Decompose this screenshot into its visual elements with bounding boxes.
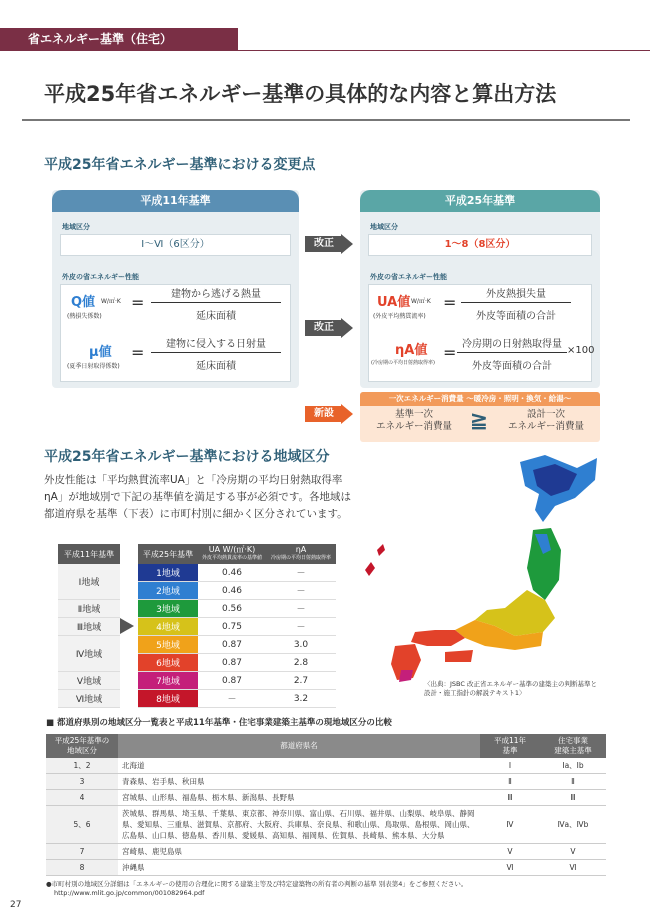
na-cell: 3.0 [266, 636, 336, 654]
old-standard-head: 平成11年基準 [52, 190, 299, 212]
zone-cell: 5地域 [138, 636, 198, 654]
pref-biz-cell: Ⅵ [540, 860, 606, 876]
pref-old-cell: Ⅰ [480, 758, 540, 774]
q-denominator: 延床面積 [196, 311, 236, 322]
prefecture-heading: ■ 都道府県別の地域区分一覧表と平成11年基準・住宅事業建築主基準の現地域区分の比較 [46, 718, 392, 728]
pref-th-zone: 平成25年基準の 地域区分 [46, 734, 118, 758]
old-standard-panel [52, 190, 299, 388]
table-row [58, 636, 336, 654]
zone-table [58, 544, 336, 708]
pref-old-cell: Ⅴ [480, 844, 540, 860]
ua-fraction-line [461, 302, 571, 303]
ua-cell: 0.87 [198, 636, 266, 654]
table-row [46, 806, 606, 844]
na-denominator: 外皮等面積の合計 [472, 361, 552, 372]
old-zone-cell: Ⅰ地域 [58, 564, 120, 600]
mu-denominator: 延床面積 [196, 361, 236, 372]
pref-biz-cell: Ⅳa、Ⅳb [540, 806, 606, 844]
old-zone-cell: Ⅵ地域 [58, 690, 120, 708]
zone-cell: 3地域 [138, 600, 198, 618]
zone-cell: 6地域 [138, 654, 198, 672]
pref-biz-cell: Ⅰa、Ⅰb [540, 758, 606, 774]
pref-biz-cell: Ⅱ [540, 774, 606, 790]
table-row [58, 564, 336, 582]
ua-sub: (外皮平均熱貫流率) [373, 313, 426, 320]
pref-old-cell: Ⅳ [480, 806, 540, 844]
ua-cell: 0.87 [198, 654, 266, 672]
mu-fraction-line [151, 352, 281, 353]
zone-th-na: ηA 冷房期の平均日射熱取得率 [266, 544, 336, 564]
zone-th-ua: UA W/(㎡·K) 外皮平均熱貫流率の基準値 [198, 544, 266, 564]
arrow-revision-1 [305, 234, 353, 254]
old-region-label: 地域区分 [62, 223, 90, 231]
q-fraction-line [151, 302, 281, 303]
mu-equals: = [131, 343, 145, 362]
pref-old-cell: Ⅲ [480, 790, 540, 806]
energy-box [360, 392, 600, 442]
ua-cell: 0.56 [198, 600, 266, 618]
table-row [58, 690, 336, 708]
na-cell: － [266, 600, 336, 618]
table-row [46, 758, 606, 774]
title-rule [22, 119, 630, 121]
zone-cell: 1地域 [138, 564, 198, 582]
q-symbol: Q値 [71, 295, 96, 310]
zone-description: 外皮性能は「平均熱貫流率UA」と「冷房期の平均日射熱取得率ηA」が地域別で下記の基準値を満足する事が必須です。各地域は都道府県を基準（下表）に市町村別に細かく区分されています。 [44, 474, 351, 520]
zone-th-new: 平成25年基準 [138, 544, 198, 564]
old-zone-cell: Ⅴ地域 [58, 672, 120, 690]
na-cell: － [266, 564, 336, 582]
ua-denominator: 外皮等面積の合計 [476, 311, 556, 322]
japan-zone-map [355, 450, 630, 685]
arrow-new [305, 404, 353, 424]
old-region-value: Ⅰ～Ⅵ（6区分） [60, 234, 291, 256]
pref-zone-cell: 1、2 [46, 758, 118, 774]
zone-table-grid [58, 544, 336, 708]
zone-cell: 7地域 [138, 672, 198, 690]
table-row [58, 672, 336, 690]
prefecture-table [46, 734, 606, 876]
footnote-url[interactable]: http://www.mlit.go.jp/common/001082964.pdf [54, 889, 205, 897]
old-zone-cell: Ⅳ地域 [58, 636, 120, 672]
arrow-revision-2-label: 改正 [314, 322, 334, 333]
na-cell: 3.2 [266, 690, 336, 708]
section-tab: 省エネルギー基準（住宅） [0, 28, 238, 50]
ua-numerator: 外皮熱損失量 [486, 289, 546, 300]
pref-zone-cell: 3 [46, 774, 118, 790]
mu-numerator: 建物に侵入する日射量 [166, 339, 266, 350]
changes-heading: 平成25年省エネルギー基準における変更点 [44, 157, 316, 173]
ua-cell: 0.46 [198, 582, 266, 600]
pref-zone-cell: 8 [46, 860, 118, 876]
map-source: 〈出典：JSBC 改正省エネルギー基準の建築主の判断基準と 設計・施工指針の解説テキスト1〉 [424, 680, 597, 697]
q-numerator: 建物から逃げる熱量 [171, 289, 261, 300]
energy-sign: ≧ [469, 408, 489, 433]
q-unit: W/㎡·K [101, 298, 121, 305]
mu-symbol: μ値 [89, 345, 112, 360]
zone-th-old: 平成11年基準 [58, 544, 120, 564]
na-fraction-line [457, 352, 567, 353]
old-perf-box [60, 284, 291, 382]
pref-name-cell: 宮崎県、鹿児島県 [118, 844, 480, 860]
zone-cell: 8地域 [138, 690, 198, 708]
na-cell: 2.7 [266, 672, 336, 690]
new-perf-box [368, 284, 595, 382]
zone-cell: 4地域 [138, 618, 198, 636]
page-title: 平成25年省エネルギー基準の具体的な内容と算出方法 [44, 82, 557, 106]
na-cell: 2.8 [266, 654, 336, 672]
arrow-right-icon [120, 618, 134, 634]
pref-th-name: 都道府県名 [118, 734, 480, 758]
zone-cell: 2地域 [138, 582, 198, 600]
page-number: 27 [10, 900, 22, 910]
energy-head: 一次エネルギー消費量 ～暖冷房・照明・換気・給湯～ [360, 392, 600, 406]
ua-symbol: UA値 [377, 295, 411, 310]
new-standard-panel [360, 190, 600, 388]
arrow-revision-2 [305, 318, 353, 338]
new-standard-head: 平成25年基準 [360, 190, 600, 212]
header-rule [0, 50, 650, 51]
new-region-label: 地域区分 [370, 223, 398, 231]
table-row [58, 618, 336, 636]
pref-biz-cell: Ⅲ [540, 790, 606, 806]
arrow-revision-1-label: 改正 [314, 238, 334, 249]
na-sub: (冷房期の平均日射熱取得率) [371, 360, 435, 366]
pref-old-cell: Ⅱ [480, 774, 540, 790]
pref-th-biz: 住宅事業 建築主基準 [540, 734, 606, 758]
na-equals: = [443, 343, 457, 362]
na-multiplier: ×100 [567, 345, 595, 356]
table-row [58, 600, 336, 618]
pref-name-cell: 茨城県、群馬県、埼玉県、千葉県、東京都、神奈川県、富山県、石川県、福井県、山梨県、岐阜県、静岡県、愛知県、三重県、滋賀県、京都府、大阪府、兵庫県、奈良県、和歌山県、鳥取県、島根県、岡山県、広島県、山口県、徳島県、香川県、愛媛県、高知県、福岡県、佐賀県、長崎県、熊本県、大分県 [118, 806, 480, 844]
pref-zone-cell: 5、6 [46, 806, 118, 844]
pref-name-cell: 宮城県、山形県、福島県、栃木県、新潟県、長野県 [118, 790, 480, 806]
pref-old-cell: Ⅵ [480, 860, 540, 876]
table-row [46, 774, 606, 790]
pref-zone-cell: 7 [46, 844, 118, 860]
pref-name-cell: 沖縄県 [118, 860, 480, 876]
na-symbol: ηA値 [395, 343, 428, 358]
ua-cell: 0.75 [198, 618, 266, 636]
pref-name-cell: 北海道 [118, 758, 480, 774]
arrow-new-label: 新設 [314, 408, 334, 419]
old-perf-label: 外皮の省エネルギー性能 [62, 273, 139, 281]
pref-name-cell: 青森県、岩手県、秋田県 [118, 774, 480, 790]
mu-sub: (夏季日射取得係数) [67, 363, 120, 370]
table-row [46, 844, 606, 860]
q-sub: (熱損失係数) [67, 313, 102, 320]
new-region-value: 1～8（8区分） [368, 234, 592, 256]
table-row [46, 790, 606, 806]
na-numerator: 冷房期の日射熱取得量 [462, 339, 562, 350]
new-perf-label: 外皮の省エネルギー性能 [370, 273, 447, 281]
ua-cell: 0.87 [198, 672, 266, 690]
na-cell: － [266, 618, 336, 636]
energy-left: 基準一次 エネルギー消費量 [375, 409, 452, 432]
table-row [46, 860, 606, 876]
old-zone-cell: Ⅲ地域 [58, 618, 120, 636]
q-equals: = [131, 293, 145, 312]
pref-biz-cell: Ⅴ [540, 844, 606, 860]
ua-cell: 0.46 [198, 564, 266, 582]
pref-zone-cell: 4 [46, 790, 118, 806]
japan-map-icon [355, 450, 630, 685]
old-zone-cell: Ⅱ地域 [58, 600, 120, 618]
zone-heading: 平成25年省エネルギー基準における地域区分 [44, 449, 330, 465]
footnote: ●市町村別の地域区分詳細は「エネルギーの使用の合理化に関する建築主等及び特定建築物の所有者の判断の基準 別表第4」をご参照ください。 http://www.mlit.go.jp/common/001082964.pdf [46, 880, 606, 898]
na-cell: － [266, 582, 336, 600]
ua-cell: － [198, 690, 266, 708]
energy-right: 設計一次 エネルギー消費量 [507, 409, 584, 432]
pref-th-old: 平成11年 基準 [480, 734, 540, 758]
ua-equals: = [443, 293, 457, 312]
ua-unit: W/㎡·K [411, 298, 431, 305]
